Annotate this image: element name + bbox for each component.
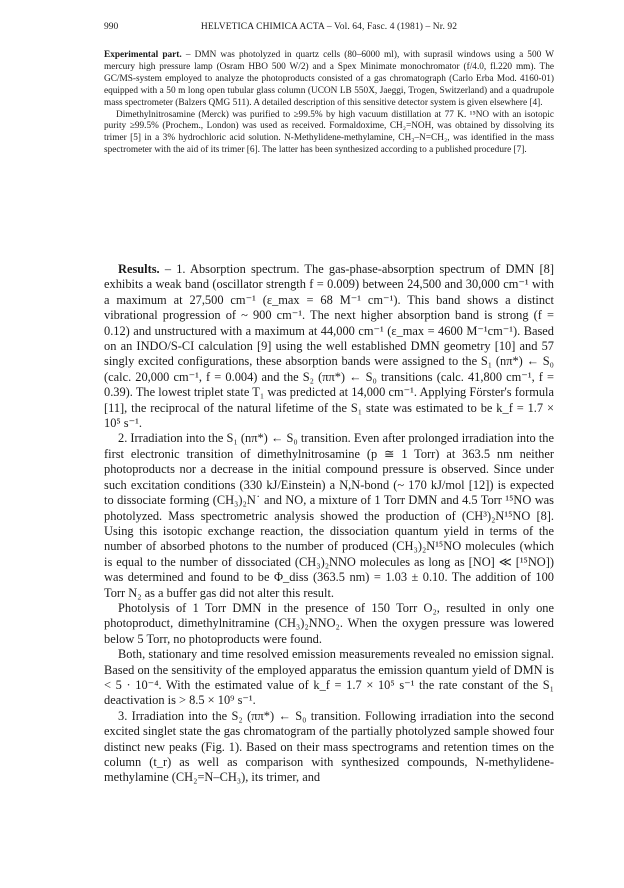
results-text-1: – 1. Absorption spectrum. The gas-phase-absorption spectrum of DMN [8] exhibits a weak band (oscillator strength f = 0.009) between 24,500 and 30,000 cm⁻¹ with a maximum at 27,500 cm⁻¹ (ε_max = 68 M⁻¹ cm⁻¹). This band shows a distinct vibrational progression of ~ 900 cm⁻¹. The next higher absorption band is strong (f = 0.12) and unstructured with a maximum at 44,000 cm⁻¹ (ε_max = 4600 M⁻¹cm⁻¹). Based on an INDO/S-CI calculation [9] using the well established DMN geometry [10] and 57 singly excited configurations, these absorption bands were assigned to the S₁ (nπ*) ← S₀ (calc. 20,000 cm⁻¹, f = 0.004) and the S₂ (ππ*) ← S₀ transitions (calc. 41,800 cm⁻¹, f = 0.39). The lowest triplet state T₁ was predicted at 14,000 cm⁻¹. Applying Förster's formula [11], the reciprocal of the natural lifetime of the S₁ state was estimated to be k_f = 1.7 × 10⁵ s⁻¹. bbox=[104, 262, 554, 431]
results-heading: Results. bbox=[118, 262, 160, 276]
experimental-heading: Experimental part. bbox=[104, 50, 182, 60]
page-number: 990 bbox=[104, 22, 119, 32]
results-paragraph-3: Photolysis of 1 Torr DMN in the presence of 150 Torr O₂, resulted in only one photoproduct, dimethylnitramine (CH₃)₂NNO₂. When the oxygen pressure was lowered below 5 Torr, no photoproducts were found. bbox=[104, 600, 554, 646]
running-header bbox=[104, 22, 554, 38]
results-section bbox=[104, 262, 554, 786]
results-paragraph-1 bbox=[104, 262, 554, 431]
experimental-paragraph-1 bbox=[104, 50, 554, 110]
journal-title: HELVETICA CHIMICA ACTA – Vol. 64, Fasc. 4 (1981) – Nr. 92 bbox=[200, 22, 458, 32]
results-paragraph-2: 2. Irradiation into the S₁ (nπ*) ← S₀ transition. Even after prolonged irradiation into the first electronic transition of dimethylnitrosamine (p ≅ 1 Torr) at 363.5 nm neither photoproducts nor a decrease in the initial compound pressure is observed. Since under such excitation conditions (330 kJ/Einstein) a N,N-bond (~ 170 kJ/mol [12]) is expected to dissociate forming (CH₃)₂N˙ and NO, a mixture of 1 Torr DMN and 4.5 Torr ¹⁵NO was photolyzed. Mass spectrometric analysis showed the production of (CH³)₂N¹⁵NO [8]. Using this isotopic exchange reaction, the dissociation quantum yield in terms of the number of absorbed photons to the number of produced (CH₃)₂N¹⁵NO molecules (which is equal to the number of dissociated (CH₃)₂NNO molecules as long as [NO] ≪ [¹⁵NO]) was determined and found to be Φ_diss (363.5 nm) = 1.03 ± 0.10. The addition of 100 Torr N₂ as a buffer gas did not alter this result. bbox=[104, 431, 554, 600]
experimental-section bbox=[104, 50, 554, 157]
results-paragraph-4: Both, stationary and time resolved emission measurements revealed no emission signal. Based on the sensitivity of the employed apparatus the emission quantum yield of DMN is < 5 · 10⁻⁴. With the estimated value of k_f = 1.7 × 10⁵ s⁻¹ the rate constant of the S₁ deactivation is > 8.5 × 10⁹ s⁻¹. bbox=[104, 647, 554, 708]
experimental-paragraph-2: Dimethylnitrosamine (Merck) was purified to ≥99.5% by high vacuum distillation at 77 K. ¹⁵NO with an isotopic purity ≥99.5% (Prochem., London) was used as received. Formaldoxime, CH₂=NOH, was obtained by dissolving its trimer [5] in a 3% hydrochloric acid solution. N-Methylidene-methylamine, CH₃–N=CH₂, was identified in the mass spectrometer with the aid of its trimer [6]. The latter has been synthesized according to a published procedure [7]. bbox=[104, 109, 554, 156]
experimental-text-1: – DMN was photolyzed in quartz cells (80–6000 ml), with suprasil windows using a 500 W mercury high pressure lamp (Osram HBO 500 W/2) and a Spex Minimate monochromator (f/4.0, fl.220 mm). The GC/MS-system employed to analyze the photoproducts consisted of a gas chromatograph (Carlo Erba Mod. 4160-01) equipped with a 50 m long open tubular glass column (UCON LB 550X, Jaeggi, Trogen, Switzerland) and a quadrupole mass spectrometer (Balzers QMG 511). A detailed description of this sensitive detector system is given elsewhere [4]. bbox=[104, 50, 554, 108]
results-paragraph-5: 3. Irradiation into the S₂ (ππ*) ← S₀ transition. Following irradiation into the second excited singlet state the gas chromatogram of the partially photolyzed sample showed four distinct new peaks (Fig. 1). Based on their mass spectrograms and retention times on the column (t_r) as well as comparison with synthesized compounds, N-methylidene-methylamine (CH₂=N–CH₃), its trimer, and bbox=[104, 708, 554, 785]
